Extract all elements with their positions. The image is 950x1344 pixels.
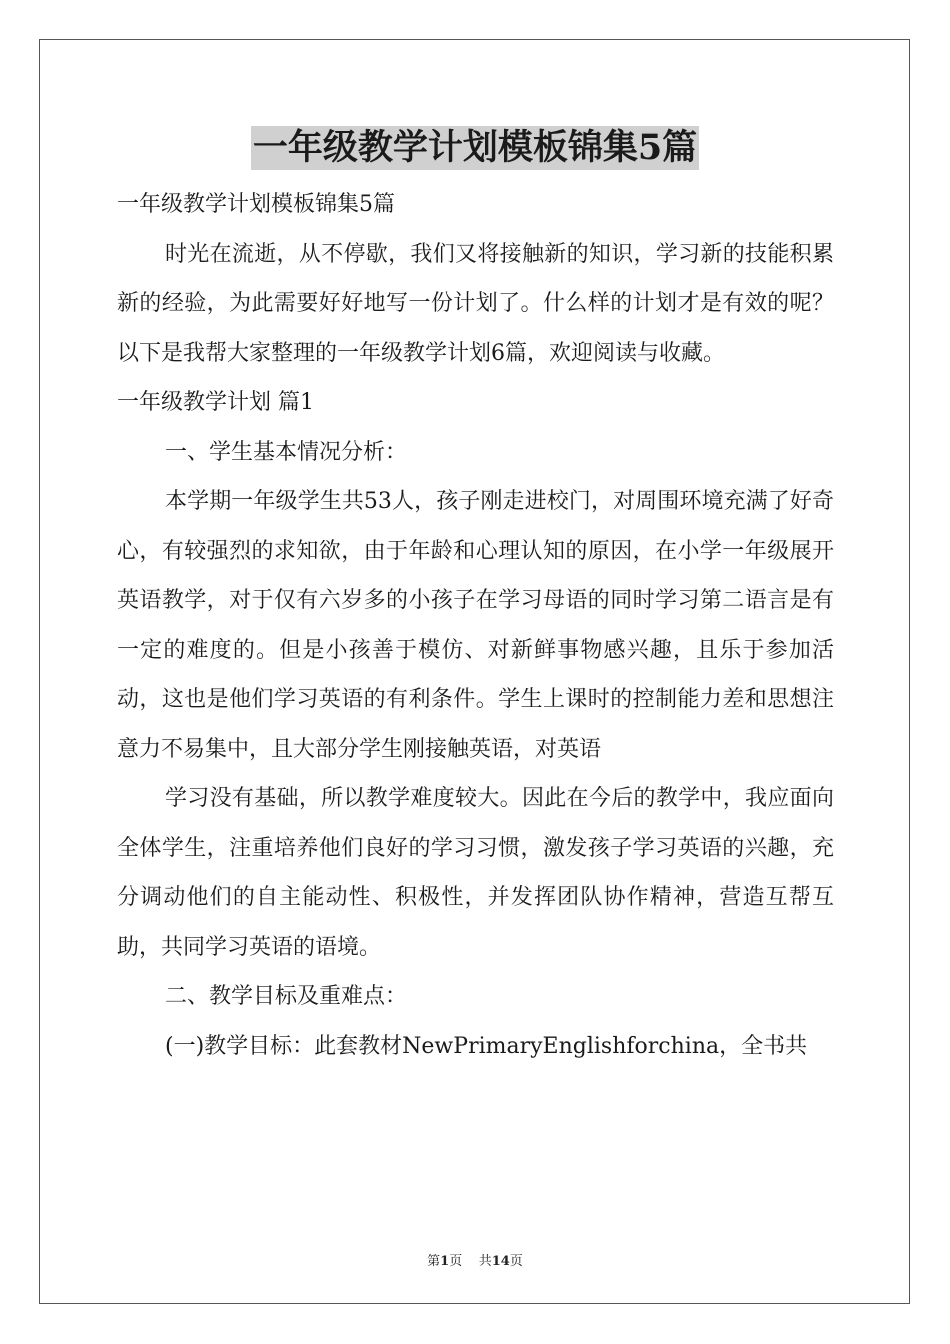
document-body <box>117 180 834 1071</box>
body-paragraph: 学习没有基础，所以教学难度较大。因此在今后的教学中，我应面向全体学生，注重培养他们良好的学习习惯，激发孩子学习英语的兴趣，充分调动他们的自主能动性、积极性，并发挥团队协作精神，营造互帮互助，共同学习英语的语境。 <box>117 786 834 960</box>
page-suffix: 页 <box>449 1254 463 1269</box>
page-number: 1 <box>440 1254 450 1269</box>
intro-paragraph: 时光在流逝，从不停歇，我们又将接触新的知识，学习新的技能积累新的经验，为此需要好好地写一份计划了。什么样的计划才是有效的呢？以下是我帮大家整理的一年级教学计划6篇，欢迎阅读与收藏。 <box>117 241 834 366</box>
page-prefix: 第 <box>427 1254 441 1269</box>
total-prefix: 共 <box>478 1254 492 1269</box>
subsection-heading: 二、教学目标及重难点： <box>165 984 408 1009</box>
title-wrap <box>0 126 950 170</box>
total-suffix: 页 <box>509 1254 523 1269</box>
total-pages: 14 <box>491 1254 510 1269</box>
body-paragraph: (一)教学目标：此套教材NewPrimaryEnglishforchina，全书共 <box>165 1033 808 1059</box>
page-footer <box>0 1250 950 1269</box>
subtitle-paragraph: 一年级教学计划模板锦集5篇 <box>117 192 395 217</box>
body-paragraph: 本学期一年级学生共53人，孩子刚走进校门，对周围环境充满了好奇心，有较强烈的求知欲，由于年龄和心理认知的原因，在小学一年级展开英语教学，对于仅有六岁多的小孩子在学习母语的同时学习第二语言是有一定的难度的。但是小孩善于模仿、对新鲜事物感兴趣，且乐于参加活动，这也是他们学习英语的有利条件。学生上课时的控制能力差和思想注意力不易集中，且大部分学生刚接触英语，对英语 <box>117 489 834 762</box>
document-title: 一年级教学计划模板锦集5篇 <box>252 127 698 168</box>
section-heading: 一年级教学计划 篇1 <box>117 390 314 415</box>
subsection-heading: 一、学生基本情况分析： <box>165 439 408 465</box>
